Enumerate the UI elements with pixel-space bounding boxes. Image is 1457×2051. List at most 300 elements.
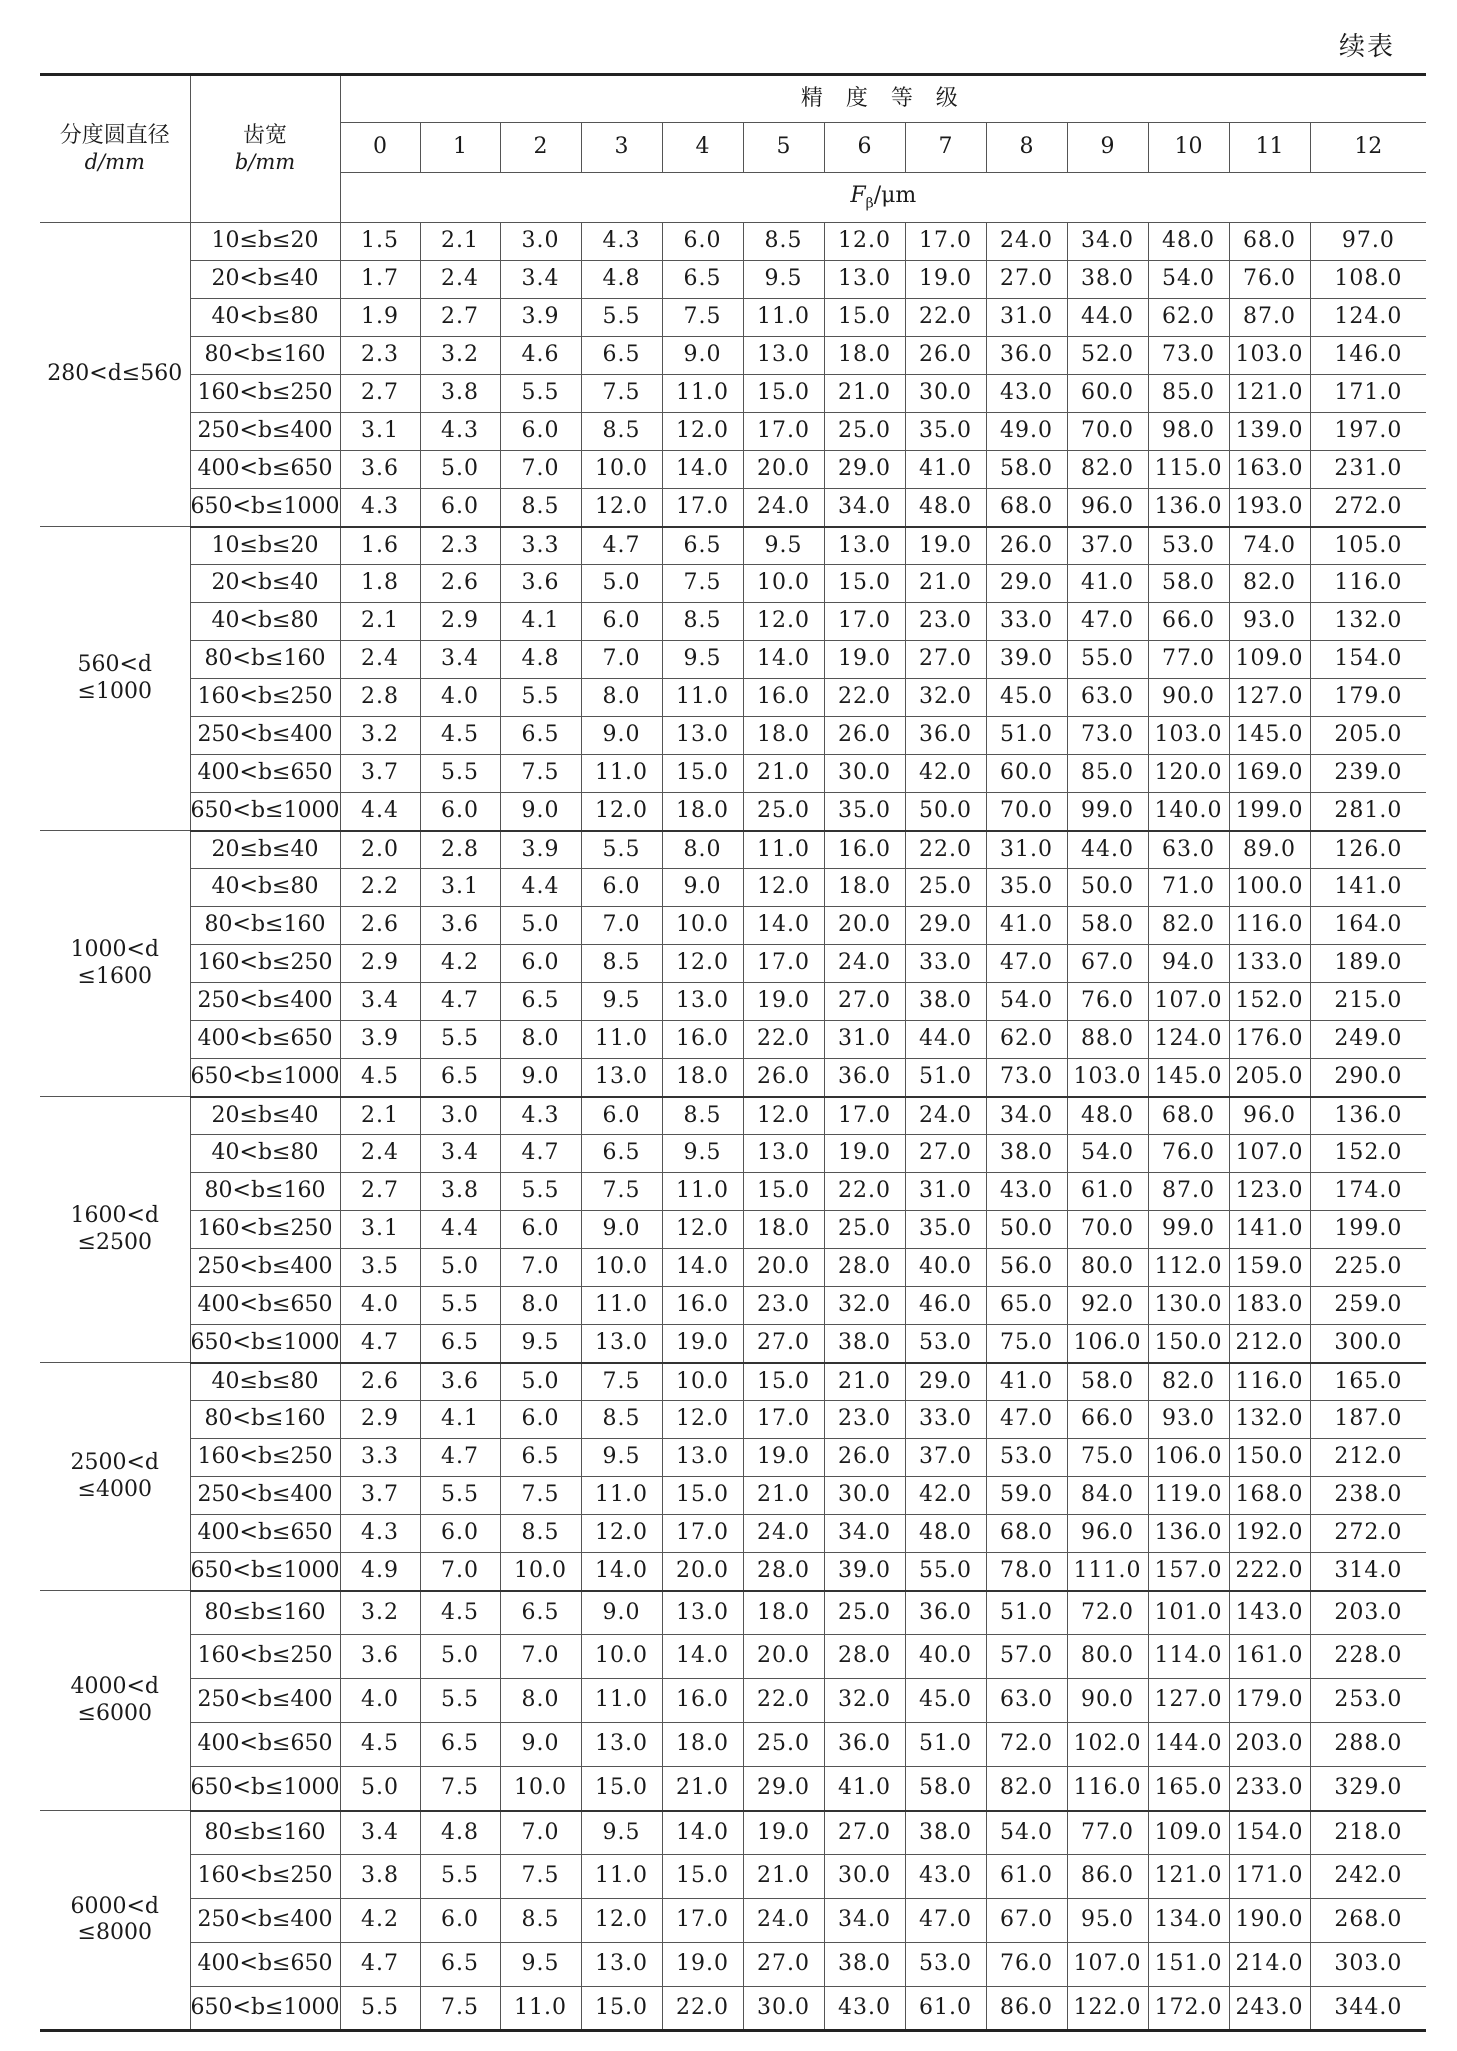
face-width-cell: 80<b≤160 xyxy=(190,1401,340,1439)
value-cell: 171.0 xyxy=(1229,1855,1310,1899)
value-cell: 50.0 xyxy=(905,793,986,831)
value-cell: 60.0 xyxy=(1067,375,1148,413)
value-cell: 124.0 xyxy=(1310,299,1426,337)
value-cell: 8.5 xyxy=(662,1097,743,1135)
value-cell: 76.0 xyxy=(1067,983,1148,1021)
diameter-range-line1: 6000<d xyxy=(70,1893,159,1919)
value-cell: 108.0 xyxy=(1310,261,1426,299)
value-cell: 2.9 xyxy=(340,945,420,983)
value-cell: 15.0 xyxy=(824,299,905,337)
face-width-cell: 160<b≤250 xyxy=(190,1855,340,1899)
face-width-cell: 10≤b≤20 xyxy=(190,527,340,565)
table-row xyxy=(40,1515,1426,1553)
value-cell: 281.0 xyxy=(1310,793,1426,831)
value-cell: 86.0 xyxy=(1067,1855,1148,1899)
value-cell: 9.5 xyxy=(581,1811,662,1855)
value-cell: 27.0 xyxy=(743,1325,824,1363)
table-row xyxy=(40,527,1426,565)
value-cell: 133.0 xyxy=(1229,945,1310,983)
value-cell: 18.0 xyxy=(743,717,824,755)
value-cell: 55.0 xyxy=(905,1553,986,1591)
table-row xyxy=(40,717,1426,755)
value-cell: 4.5 xyxy=(420,717,500,755)
value-cell: 3.1 xyxy=(420,869,500,907)
value-cell: 96.0 xyxy=(1067,489,1148,527)
value-cell: 30.0 xyxy=(824,1855,905,1899)
value-cell: 6.0 xyxy=(420,1515,500,1553)
value-cell: 121.0 xyxy=(1229,375,1310,413)
diameter-range-line2: ≤8000 xyxy=(77,1920,152,1945)
value-cell: 14.0 xyxy=(743,641,824,679)
value-cell: 13.0 xyxy=(581,1943,662,1987)
value-cell: 3.8 xyxy=(420,375,500,413)
value-cell: 9.5 xyxy=(662,641,743,679)
value-cell: 107.0 xyxy=(1067,1943,1148,1987)
value-cell: 76.0 xyxy=(1148,1135,1229,1173)
value-cell: 212.0 xyxy=(1310,1439,1426,1477)
table-row xyxy=(40,223,1426,261)
value-cell: 30.0 xyxy=(824,1477,905,1515)
value-cell: 24.0 xyxy=(824,945,905,983)
value-cell: 21.0 xyxy=(824,1363,905,1401)
value-cell: 2.6 xyxy=(420,565,500,603)
value-cell: 8.5 xyxy=(500,489,581,527)
fbeta-tolerance-table xyxy=(40,73,1426,2032)
value-cell: 89.0 xyxy=(1229,831,1310,869)
value-cell: 2.2 xyxy=(340,869,420,907)
value-cell: 80.0 xyxy=(1067,1249,1148,1287)
value-cell: 6.0 xyxy=(581,1097,662,1135)
value-cell: 17.0 xyxy=(824,603,905,641)
value-cell: 102.0 xyxy=(1067,1723,1148,1767)
value-cell: 5.0 xyxy=(420,1635,500,1679)
value-cell: 6.5 xyxy=(500,717,581,755)
value-cell: 8.0 xyxy=(500,1021,581,1059)
value-cell: 5.5 xyxy=(500,375,581,413)
value-cell: 85.0 xyxy=(1067,755,1148,793)
value-cell: 43.0 xyxy=(824,1987,905,2031)
table-row xyxy=(40,1899,1426,1943)
value-cell: 29.0 xyxy=(824,451,905,489)
value-cell: 51.0 xyxy=(986,717,1067,755)
value-cell: 6.5 xyxy=(420,1059,500,1097)
value-cell: 192.0 xyxy=(1229,1515,1310,1553)
value-cell: 23.0 xyxy=(743,1287,824,1325)
value-cell: 112.0 xyxy=(1148,1249,1229,1287)
fbeta-unit: /μm xyxy=(873,182,917,208)
diameter-range-cell xyxy=(40,527,190,831)
table-row xyxy=(40,945,1426,983)
value-cell: 73.0 xyxy=(986,1059,1067,1097)
value-cell: 38.0 xyxy=(1067,261,1148,299)
value-cell: 12.0 xyxy=(662,413,743,451)
table-row xyxy=(40,907,1426,945)
value-cell: 9.5 xyxy=(500,1943,581,1987)
value-cell: 5.5 xyxy=(500,1173,581,1211)
value-cell: 15.0 xyxy=(662,1477,743,1515)
value-cell: 106.0 xyxy=(1148,1439,1229,1477)
value-cell: 13.0 xyxy=(662,983,743,1021)
value-cell: 43.0 xyxy=(986,375,1067,413)
table-row xyxy=(40,1401,1426,1439)
value-cell: 7.0 xyxy=(500,451,581,489)
table-row xyxy=(40,1363,1426,1401)
value-cell: 7.5 xyxy=(662,299,743,337)
fbeta-unit-header xyxy=(340,173,1426,223)
value-cell: 47.0 xyxy=(905,1899,986,1943)
table-row xyxy=(40,1477,1426,1515)
table-row xyxy=(40,869,1426,907)
value-cell: 15.0 xyxy=(581,1987,662,2031)
value-cell: 7.0 xyxy=(581,907,662,945)
value-cell: 48.0 xyxy=(1148,223,1229,261)
value-cell: 3.1 xyxy=(340,1211,420,1249)
value-cell: 105.0 xyxy=(1310,527,1426,565)
value-cell: 119.0 xyxy=(1148,1477,1229,1515)
face-width-cell: 250<b≤400 xyxy=(190,983,340,1021)
face-width-cell: 40≤b≤80 xyxy=(190,1363,340,1401)
value-cell: 97.0 xyxy=(1310,223,1426,261)
value-cell: 94.0 xyxy=(1148,945,1229,983)
value-cell: 14.0 xyxy=(581,1553,662,1591)
value-cell: 124.0 xyxy=(1148,1021,1229,1059)
value-cell: 9.0 xyxy=(500,1723,581,1767)
value-cell: 12.0 xyxy=(743,603,824,641)
value-cell: 2.1 xyxy=(340,1097,420,1135)
value-cell: 20.0 xyxy=(743,1249,824,1287)
value-cell: 2.4 xyxy=(340,641,420,679)
value-cell: 71.0 xyxy=(1148,869,1229,907)
table-row xyxy=(40,1287,1426,1325)
value-cell: 26.0 xyxy=(824,1439,905,1477)
table-row xyxy=(40,1553,1426,1591)
value-cell: 10.0 xyxy=(662,1363,743,1401)
value-cell: 6.5 xyxy=(420,1723,500,1767)
value-cell: 146.0 xyxy=(1310,337,1426,375)
value-cell: 19.0 xyxy=(824,1135,905,1173)
value-cell: 11.0 xyxy=(743,299,824,337)
grade-header-9: 9 xyxy=(1067,123,1148,173)
value-cell: 3.2 xyxy=(340,1591,420,1635)
value-cell: 114.0 xyxy=(1148,1635,1229,1679)
value-cell: 8.0 xyxy=(500,1287,581,1325)
value-cell: 11.0 xyxy=(662,375,743,413)
value-cell: 38.0 xyxy=(824,1943,905,1987)
value-cell: 344.0 xyxy=(1310,1987,1426,2031)
value-cell: 103.0 xyxy=(1229,337,1310,375)
value-cell: 36.0 xyxy=(905,1591,986,1635)
value-cell: 26.0 xyxy=(743,1059,824,1097)
value-cell: 72.0 xyxy=(986,1723,1067,1767)
value-cell: 272.0 xyxy=(1310,489,1426,527)
face-width-cell: 160<b≤250 xyxy=(190,1439,340,1477)
value-cell: 4.3 xyxy=(340,489,420,527)
value-cell: 25.0 xyxy=(743,793,824,831)
value-cell: 4.5 xyxy=(420,1591,500,1635)
value-cell: 21.0 xyxy=(743,1477,824,1515)
value-cell: 93.0 xyxy=(1229,603,1310,641)
value-cell: 2.3 xyxy=(340,337,420,375)
value-cell: 4.2 xyxy=(420,945,500,983)
table-row xyxy=(40,1943,1426,1987)
value-cell: 61.0 xyxy=(986,1855,1067,1899)
value-cell: 103.0 xyxy=(1148,717,1229,755)
value-cell: 2.3 xyxy=(420,527,500,565)
diameter-header-unit: d/mm xyxy=(84,149,145,174)
value-cell: 101.0 xyxy=(1148,1591,1229,1635)
value-cell: 42.0 xyxy=(905,1477,986,1515)
value-cell: 172.0 xyxy=(1148,1987,1229,2031)
value-cell: 4.0 xyxy=(340,1287,420,1325)
table-row xyxy=(40,1855,1426,1899)
table-row xyxy=(40,603,1426,641)
value-cell: 140.0 xyxy=(1148,793,1229,831)
value-cell: 5.5 xyxy=(420,1679,500,1723)
face-width-cell: 160<b≤250 xyxy=(190,1211,340,1249)
value-cell: 6.5 xyxy=(420,1325,500,1363)
value-cell: 27.0 xyxy=(986,261,1067,299)
value-cell: 17.0 xyxy=(905,223,986,261)
value-cell: 4.3 xyxy=(340,1515,420,1553)
value-cell: 38.0 xyxy=(905,983,986,1021)
value-cell: 65.0 xyxy=(986,1287,1067,1325)
value-cell: 16.0 xyxy=(743,679,824,717)
value-cell: 32.0 xyxy=(824,1287,905,1325)
value-cell: 8.0 xyxy=(662,831,743,869)
value-cell: 26.0 xyxy=(986,527,1067,565)
face-width-cell: 80<b≤160 xyxy=(190,641,340,679)
table-row xyxy=(40,983,1426,1021)
value-cell: 159.0 xyxy=(1229,1249,1310,1287)
value-cell: 54.0 xyxy=(1067,1135,1148,1173)
value-cell: 44.0 xyxy=(1067,299,1148,337)
value-cell: 253.0 xyxy=(1310,1679,1426,1723)
face-width-cell: 400<b≤650 xyxy=(190,1515,340,1553)
table-row xyxy=(40,1635,1426,1679)
value-cell: 48.0 xyxy=(1067,1097,1148,1135)
value-cell: 2.4 xyxy=(420,261,500,299)
value-cell: 58.0 xyxy=(905,1767,986,1811)
value-cell: 1.9 xyxy=(340,299,420,337)
value-cell: 22.0 xyxy=(905,299,986,337)
value-cell: 109.0 xyxy=(1148,1811,1229,1855)
value-cell: 58.0 xyxy=(1067,907,1148,945)
value-cell: 165.0 xyxy=(1310,1363,1426,1401)
value-cell: 63.0 xyxy=(986,1679,1067,1723)
value-cell: 66.0 xyxy=(1148,603,1229,641)
value-cell: 6.5 xyxy=(581,1135,662,1173)
value-cell: 8.5 xyxy=(581,945,662,983)
value-cell: 15.0 xyxy=(662,755,743,793)
value-cell: 99.0 xyxy=(1148,1211,1229,1249)
value-cell: 2.7 xyxy=(340,1173,420,1211)
value-cell: 14.0 xyxy=(662,1635,743,1679)
face-width-cell: 650<b≤1000 xyxy=(190,1059,340,1097)
value-cell: 48.0 xyxy=(905,1515,986,1553)
value-cell: 111.0 xyxy=(1067,1553,1148,1591)
value-cell: 17.0 xyxy=(662,1899,743,1943)
header-row-precision xyxy=(40,75,1426,123)
face-width-cell: 20≤b≤40 xyxy=(190,831,340,869)
value-cell: 100.0 xyxy=(1229,869,1310,907)
value-cell: 63.0 xyxy=(1067,679,1148,717)
value-cell: 82.0 xyxy=(986,1767,1067,1811)
value-cell: 3.8 xyxy=(340,1855,420,1899)
value-cell: 18.0 xyxy=(824,869,905,907)
value-cell: 86.0 xyxy=(986,1987,1067,2031)
value-cell: 4.4 xyxy=(340,793,420,831)
value-cell: 165.0 xyxy=(1148,1767,1229,1811)
value-cell: 28.0 xyxy=(743,1553,824,1591)
value-cell: 3.6 xyxy=(500,565,581,603)
value-cell: 82.0 xyxy=(1229,565,1310,603)
value-cell: 4.8 xyxy=(581,261,662,299)
value-cell: 35.0 xyxy=(905,1211,986,1249)
value-cell: 70.0 xyxy=(986,793,1067,831)
value-cell: 14.0 xyxy=(662,451,743,489)
value-cell: 75.0 xyxy=(1067,1439,1148,1477)
value-cell: 7.0 xyxy=(500,1249,581,1287)
value-cell: 85.0 xyxy=(1148,375,1229,413)
diameter-range-cell xyxy=(40,1363,190,1591)
value-cell: 150.0 xyxy=(1229,1439,1310,1477)
value-cell: 58.0 xyxy=(1148,565,1229,603)
value-cell: 27.0 xyxy=(824,983,905,1021)
value-cell: 21.0 xyxy=(743,755,824,793)
value-cell: 116.0 xyxy=(1229,1363,1310,1401)
face-width-cell: 160<b≤250 xyxy=(190,1635,340,1679)
diameter-range-line1: 2500<d xyxy=(70,1450,159,1476)
face-width-cell: 80≤b≤160 xyxy=(190,1811,340,1855)
value-cell: 3.8 xyxy=(420,1173,500,1211)
value-cell: 109.0 xyxy=(1229,641,1310,679)
value-cell: 233.0 xyxy=(1229,1767,1310,1811)
table-row xyxy=(40,1987,1426,2031)
face-width-cell: 400<b≤650 xyxy=(190,451,340,489)
diameter-range-cell xyxy=(40,1097,190,1363)
diameter-range-line1: 280<d≤560 xyxy=(47,361,183,387)
value-cell: 205.0 xyxy=(1229,1059,1310,1097)
face-width-cell: 650<b≤1000 xyxy=(190,489,340,527)
value-cell: 5.0 xyxy=(500,1363,581,1401)
value-cell: 28.0 xyxy=(824,1249,905,1287)
value-cell: 93.0 xyxy=(1148,1401,1229,1439)
value-cell: 22.0 xyxy=(743,1679,824,1723)
value-cell: 12.0 xyxy=(662,945,743,983)
value-cell: 34.0 xyxy=(824,1515,905,1553)
value-cell: 9.0 xyxy=(662,869,743,907)
value-cell: 303.0 xyxy=(1310,1943,1426,1987)
value-cell: 87.0 xyxy=(1148,1173,1229,1211)
value-cell: 42.0 xyxy=(905,755,986,793)
table-row xyxy=(40,489,1426,527)
value-cell: 80.0 xyxy=(1067,1635,1148,1679)
face-width-cell: 400<b≤650 xyxy=(190,1021,340,1059)
value-cell: 67.0 xyxy=(1067,945,1148,983)
value-cell: 3.5 xyxy=(340,1249,420,1287)
value-cell: 5.0 xyxy=(420,1249,500,1287)
value-cell: 26.0 xyxy=(824,717,905,755)
value-cell: 9.0 xyxy=(500,793,581,831)
value-cell: 90.0 xyxy=(1067,1679,1148,1723)
value-cell: 6.5 xyxy=(662,261,743,299)
value-cell: 15.0 xyxy=(662,1855,743,1899)
value-cell: 187.0 xyxy=(1310,1401,1426,1439)
value-cell: 3.6 xyxy=(340,1635,420,1679)
diameter-range-line2: ≤2500 xyxy=(77,1229,152,1255)
value-cell: 28.0 xyxy=(824,1635,905,1679)
table-row xyxy=(40,299,1426,337)
value-cell: 34.0 xyxy=(986,1097,1067,1135)
value-cell: 171.0 xyxy=(1310,375,1426,413)
value-cell: 139.0 xyxy=(1229,413,1310,451)
value-cell: 136.0 xyxy=(1148,1515,1229,1553)
value-cell: 38.0 xyxy=(905,1811,986,1855)
value-cell: 6.5 xyxy=(500,983,581,1021)
value-cell: 46.0 xyxy=(905,1287,986,1325)
value-cell: 5.5 xyxy=(500,679,581,717)
table-row xyxy=(40,1811,1426,1855)
value-cell: 31.0 xyxy=(824,1021,905,1059)
value-cell: 3.1 xyxy=(340,413,420,451)
value-cell: 36.0 xyxy=(824,1059,905,1097)
value-cell: 60.0 xyxy=(986,755,1067,793)
table-row xyxy=(40,1325,1426,1363)
table-row xyxy=(40,1679,1426,1723)
value-cell: 199.0 xyxy=(1229,793,1310,831)
table-row xyxy=(40,1059,1426,1097)
value-cell: 141.0 xyxy=(1229,1211,1310,1249)
value-cell: 16.0 xyxy=(662,1021,743,1059)
value-cell: 11.0 xyxy=(581,1679,662,1723)
value-cell: 13.0 xyxy=(743,1135,824,1173)
value-cell: 4.2 xyxy=(340,1899,420,1943)
value-cell: 18.0 xyxy=(662,1723,743,1767)
value-cell: 4.0 xyxy=(340,1679,420,1723)
value-cell: 87.0 xyxy=(1229,299,1310,337)
value-cell: 30.0 xyxy=(905,375,986,413)
value-cell: 4.4 xyxy=(500,869,581,907)
value-cell: 228.0 xyxy=(1310,1635,1426,1679)
value-cell: 96.0 xyxy=(1067,1515,1148,1553)
value-cell: 25.0 xyxy=(824,1211,905,1249)
value-cell: 136.0 xyxy=(1310,1097,1426,1135)
value-cell: 49.0 xyxy=(986,413,1067,451)
value-cell: 197.0 xyxy=(1310,413,1426,451)
value-cell: 2.4 xyxy=(340,1135,420,1173)
value-cell: 1.6 xyxy=(340,527,420,565)
face-width-cell: 400<b≤650 xyxy=(190,1287,340,1325)
value-cell: 231.0 xyxy=(1310,451,1426,489)
table-row xyxy=(40,1439,1426,1477)
value-cell: 2.1 xyxy=(340,603,420,641)
table-row xyxy=(40,1723,1426,1767)
value-cell: 5.5 xyxy=(420,755,500,793)
value-cell: 44.0 xyxy=(905,1021,986,1059)
value-cell: 63.0 xyxy=(1148,831,1229,869)
value-cell: 57.0 xyxy=(986,1635,1067,1679)
value-cell: 127.0 xyxy=(1148,1679,1229,1723)
value-cell: 3.6 xyxy=(420,1363,500,1401)
value-cell: 11.0 xyxy=(662,679,743,717)
value-cell: 15.0 xyxy=(824,565,905,603)
value-cell: 1.8 xyxy=(340,565,420,603)
value-cell: 4.7 xyxy=(340,1325,420,1363)
value-cell: 3.4 xyxy=(420,1135,500,1173)
value-cell: 10.0 xyxy=(500,1767,581,1811)
value-cell: 127.0 xyxy=(1229,679,1310,717)
value-cell: 59.0 xyxy=(986,1477,1067,1515)
